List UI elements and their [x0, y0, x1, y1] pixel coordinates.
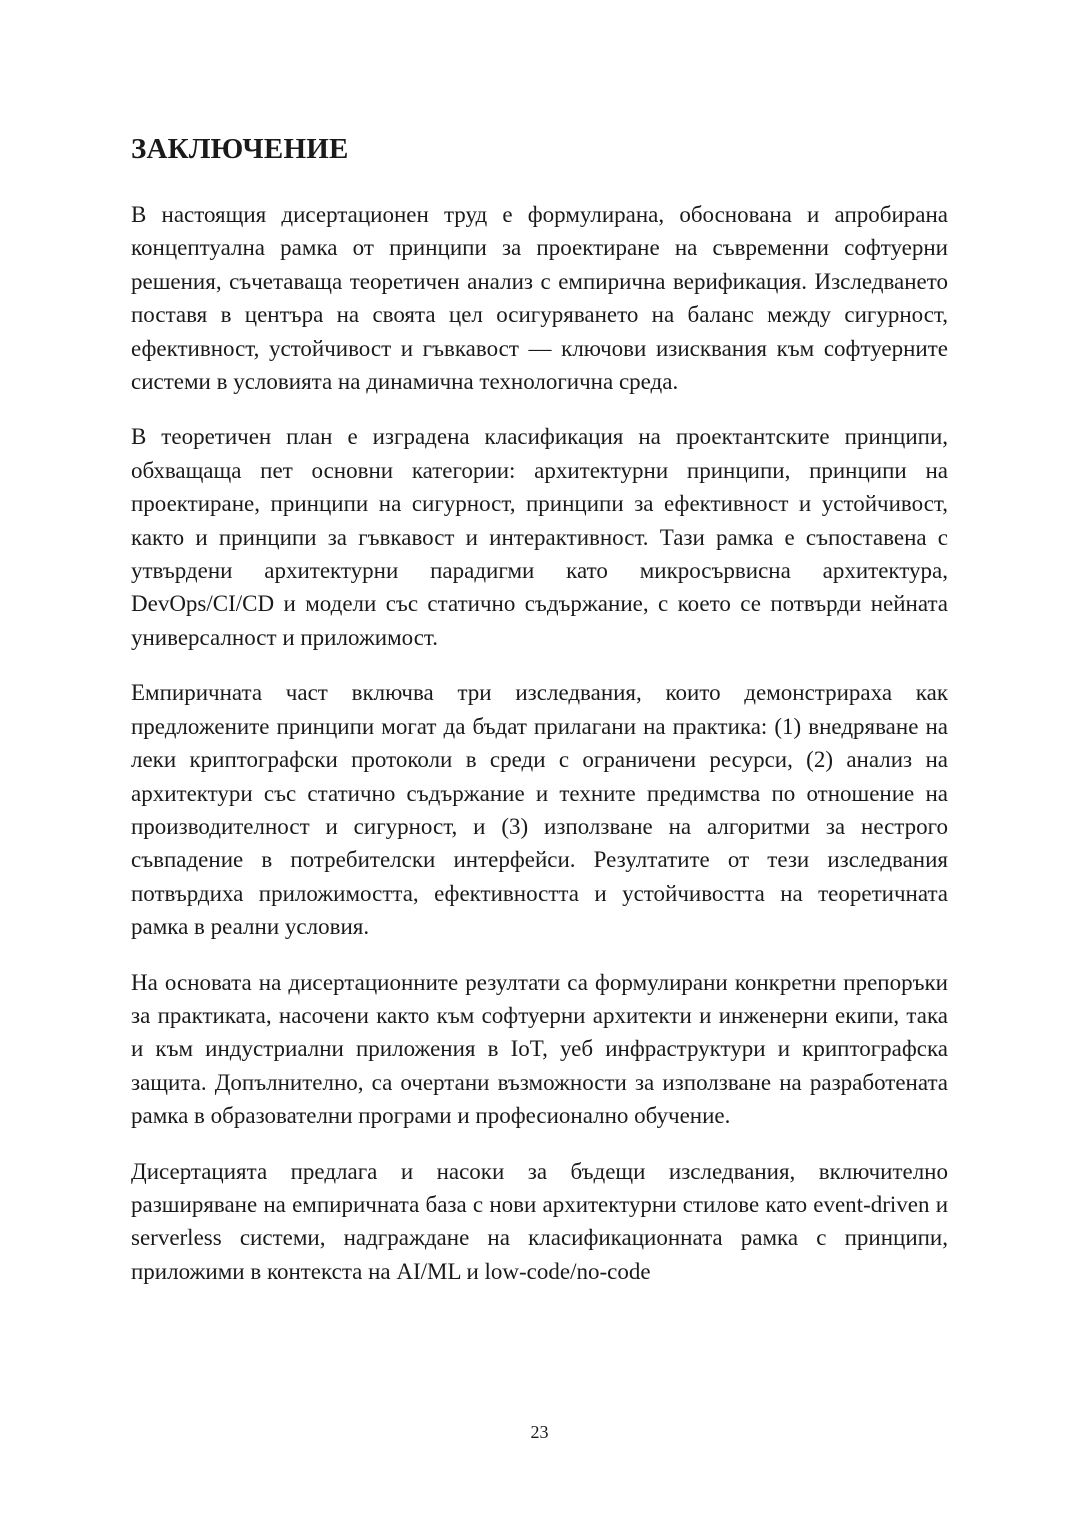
section-heading: ЗАКЛЮЧЕНИЕ — [131, 133, 349, 165]
page-number: 23 — [530, 1422, 549, 1442]
document-page — [131, 0, 948, 1525]
body-text — [131, 198, 948, 1310]
paragraph-5: Дисертацията предлага и насоки за бъдещи изследвания, включително разширяване на емпиричната база с нови архитектурни стилове като event-driven и serverless системи, надграждане на класификационната рамка с принципи, приложими в контекста на AI/ML и low-code/no-code — [131, 1158, 948, 1284]
paragraph-3: Емпиричната част включва три изследвания, които демонстрираха как предложените принципи могат да бъдат прилагани на практика: (1) внедряване на леки криптографски протоколи в среди с ограничени ресурси, (2) анализ на архитектури със статично съдържание и техните предимства по отношение на производителност и сигурност, и (3) използване на алгоритми за нестрого съвпадение в потребителски интерфейси. Резултатите от тези изследвания потвърдиха приложимостта, ефективността и устойчивостта на теоретичната рамка в реални условия. — [131, 680, 948, 940]
paragraph-1: В настоящия дисертационен труд е формулирана, обоснована и апробирана концептуална рамка от принципи за проектиране на съвременни софтуерни решения, съчетаваща теоретичен анализ с емпирична верификация. Изследването поставя в центъра на своята цел осигуряването на баланс между сигурност, ефективност, устойчивост и гъвкавост — ключови изисквания към софтуерните системи в условията на динамична технологична среда. — [131, 202, 948, 395]
paragraph-2: В теоретичен план е изградена класификация на проектантските принципи, обхващаща пет основни категории: архитектурни принципи, принципи на проектиране, принципи на сигурност, принципи за ефективност и устойчивост, както и принципи за гъвкавост и интерактивност. Тази рамка е съпоставена с утвърдени архитектурни парадигми като микросървисна архитектура, DevOps/CI/CD и модели със статично съдържание, с което се потвърди нейната универсалност и приложимост. — [131, 424, 948, 650]
paragraph-4: На основата на дисертационните резултати са формулирани конкретни препоръки за практиката, насочени както към софтуерни архитекти и инженерни екипи, така и към индустриални приложения в IoT, уеб инфраструктури и криптографска защита. Допълнително, са очертани възможности за използване на разработената рамка в образователни програми и професионално обучение. — [131, 969, 948, 1129]
